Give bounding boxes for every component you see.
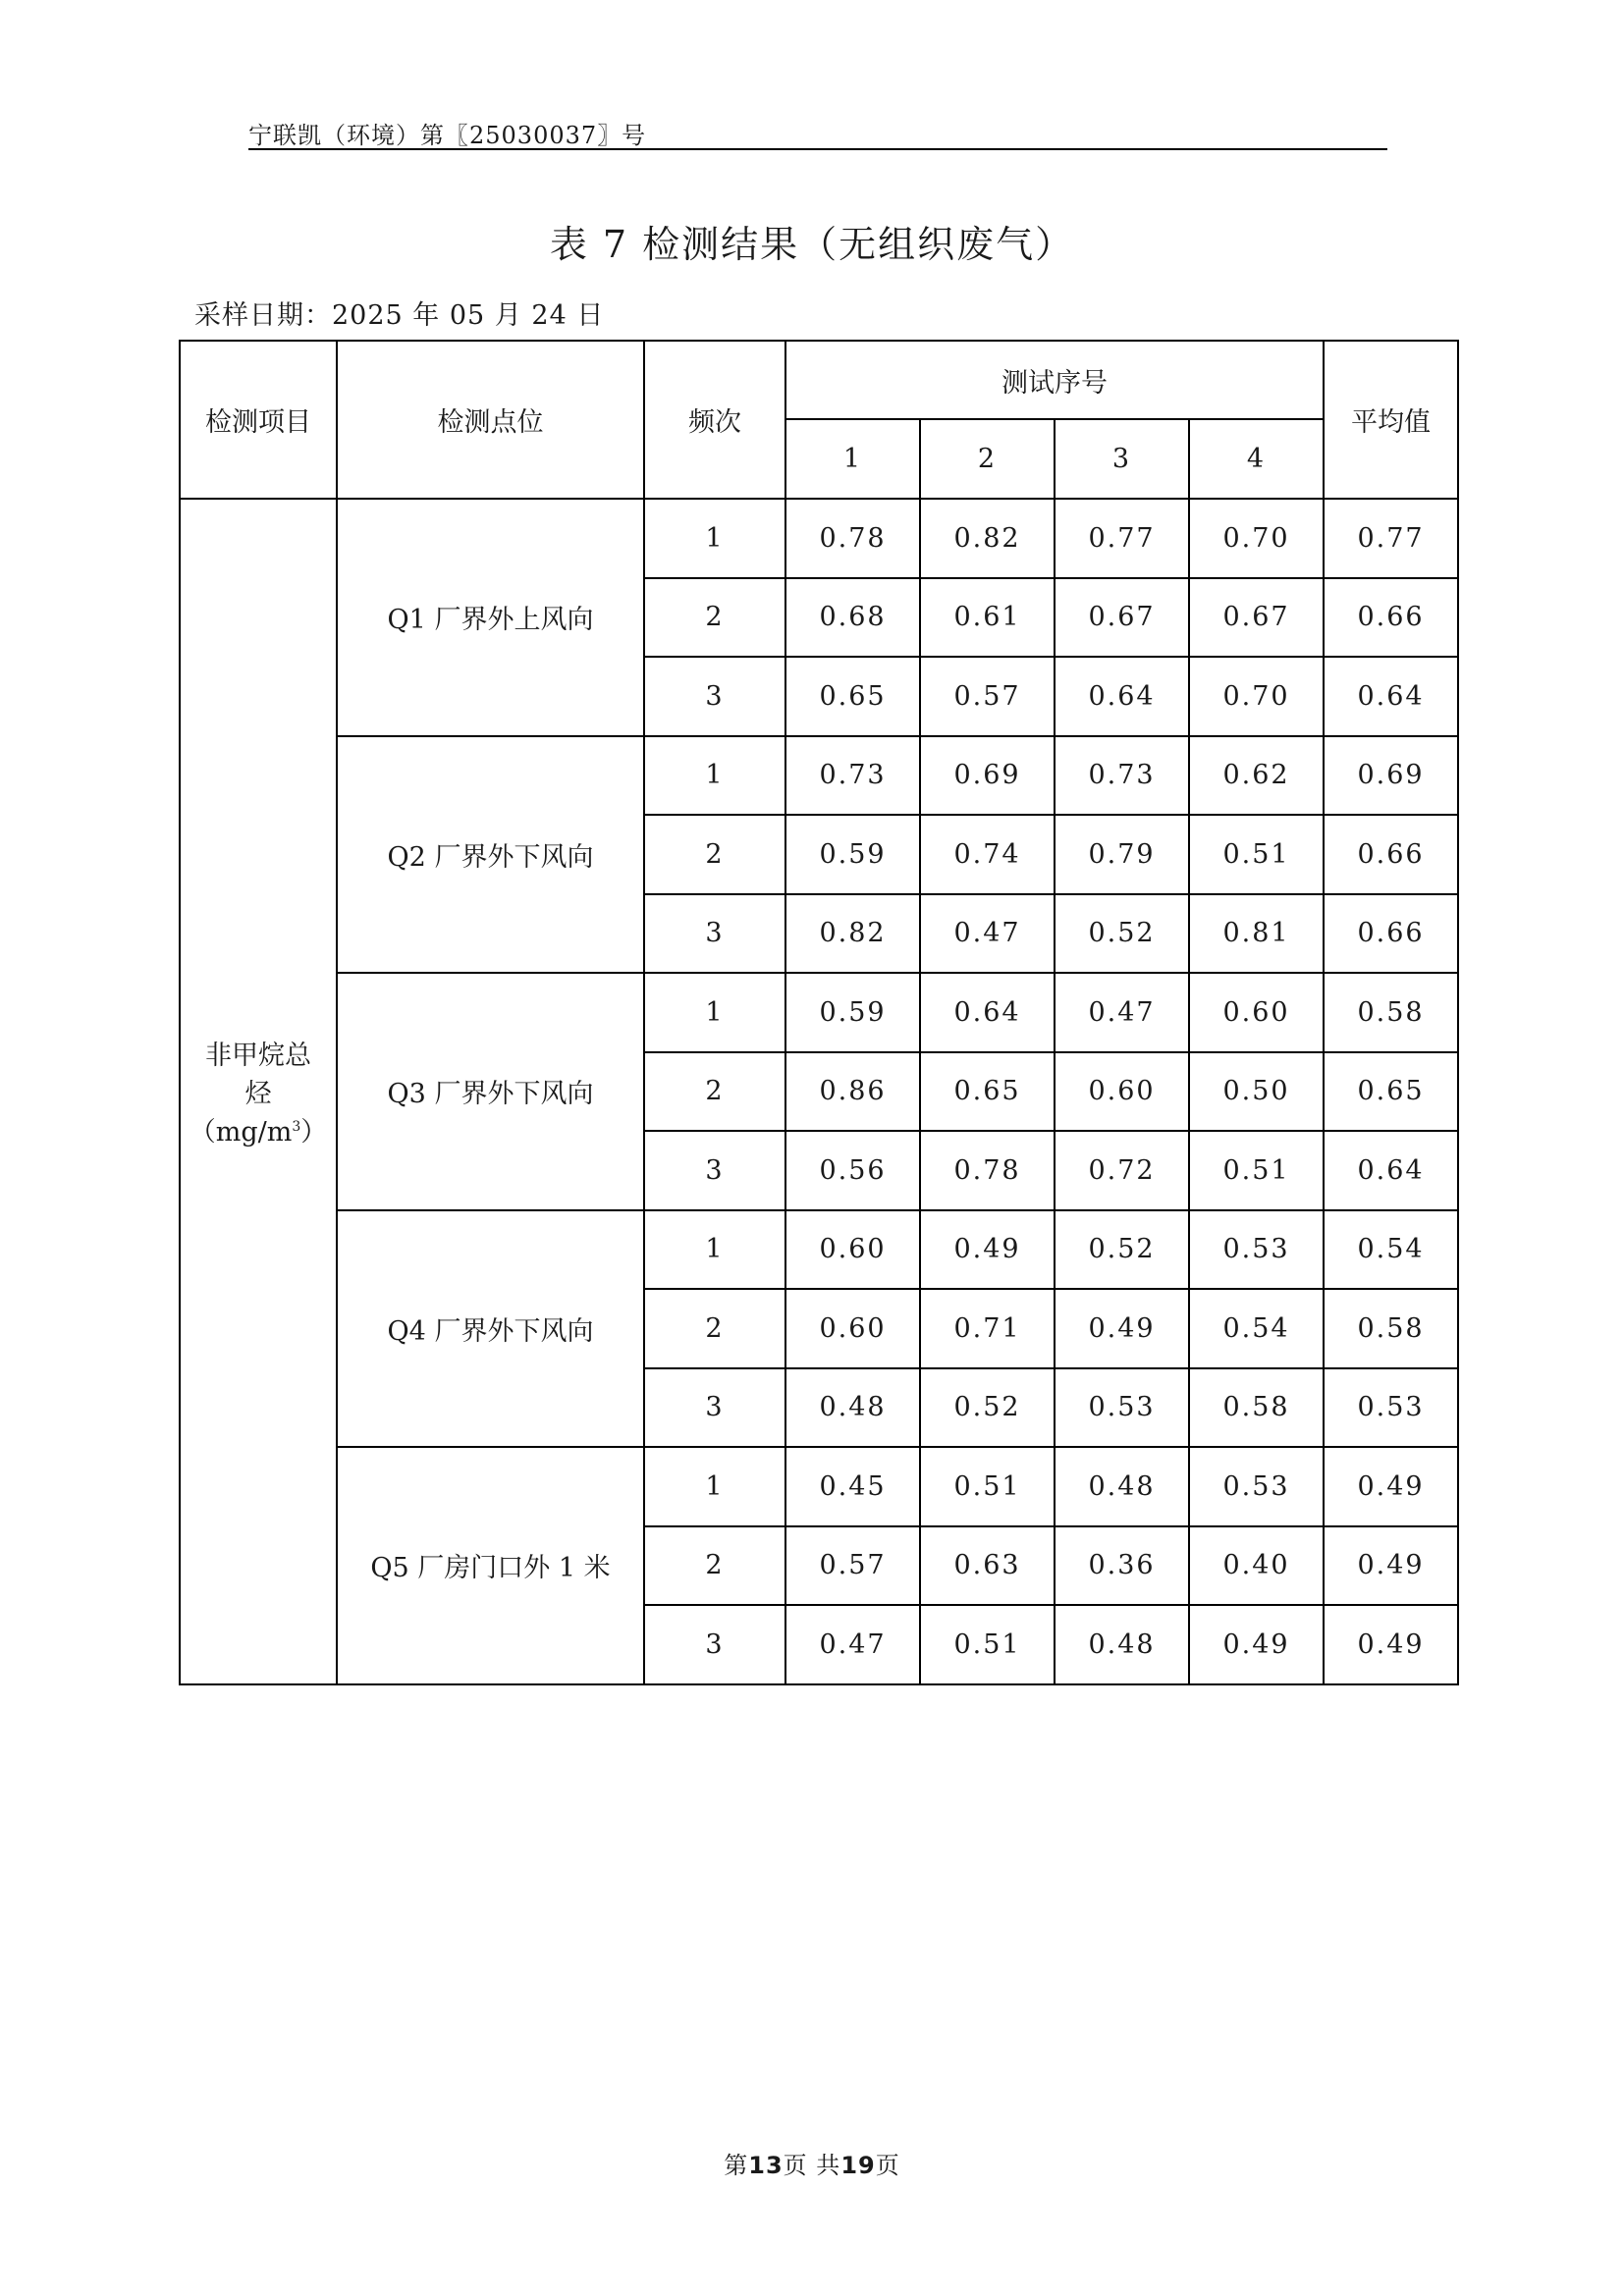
footer-suffix: 页: [875, 2152, 900, 2179]
frequency-cell: 2: [644, 815, 785, 894]
value-cell: 0.51: [1189, 815, 1324, 894]
header-point: 检测点位: [337, 341, 644, 499]
value-cell: 0.47: [1055, 973, 1189, 1052]
value-cell: 0.51: [920, 1447, 1055, 1526]
value-cell: 0.40: [1189, 1526, 1324, 1606]
frequency-cell: 2: [644, 1052, 785, 1132]
average-cell: 0.64: [1324, 1131, 1458, 1210]
value-cell: 0.53: [1055, 1368, 1189, 1448]
average-cell: 0.58: [1324, 1289, 1458, 1368]
header-test-group: 测试序号: [785, 341, 1324, 419]
header-test-3: 3: [1055, 419, 1189, 499]
document-number: 宁联凯（环境）第〖25030037〗号: [248, 122, 647, 149]
value-cell: 0.49: [1189, 1605, 1324, 1684]
frequency-cell: 2: [644, 1289, 785, 1368]
table-row: [180, 1447, 1458, 1526]
value-cell: 0.57: [785, 1526, 920, 1606]
value-cell: 0.79: [1055, 815, 1189, 894]
table-row: [180, 499, 1458, 578]
value-cell: 0.82: [785, 894, 920, 974]
value-cell: 0.48: [1055, 1447, 1189, 1526]
value-cell: 0.52: [1055, 894, 1189, 974]
value-cell: 0.74: [920, 815, 1055, 894]
average-cell: 0.66: [1324, 894, 1458, 974]
average-cell: 0.66: [1324, 815, 1458, 894]
value-cell: 0.67: [1189, 578, 1324, 658]
value-cell: 0.60: [1189, 973, 1324, 1052]
point-cell: Q5 厂房门口外 1 米: [337, 1447, 644, 1684]
value-cell: 0.59: [785, 973, 920, 1052]
value-cell: 0.60: [785, 1210, 920, 1290]
value-cell: 0.56: [785, 1131, 920, 1210]
footer-prefix: 第: [724, 2152, 749, 2179]
average-cell: 0.66: [1324, 578, 1458, 658]
footer-middle: 页 共: [783, 2152, 841, 2179]
value-cell: 0.86: [785, 1052, 920, 1132]
results-body: [180, 499, 1458, 1684]
value-cell: 0.78: [920, 1131, 1055, 1210]
value-cell: 0.47: [785, 1605, 920, 1684]
item-cell: [180, 499, 337, 1684]
value-cell: 0.36: [1055, 1526, 1189, 1606]
value-cell: 0.60: [1055, 1052, 1189, 1132]
average-cell: 0.69: [1324, 736, 1458, 816]
item-name-line1: 非甲烷总: [205, 1041, 311, 1072]
header-average: 平均值: [1324, 341, 1458, 499]
frequency-cell: 1: [644, 973, 785, 1052]
average-cell: 0.49: [1324, 1605, 1458, 1684]
value-cell: 0.81: [1189, 894, 1324, 974]
frequency-cell: 1: [644, 499, 785, 578]
value-cell: 0.73: [1055, 736, 1189, 816]
header-test-1: 1: [785, 419, 920, 499]
frequency-cell: 1: [644, 1447, 785, 1526]
results-table: [179, 340, 1459, 1685]
sample-date: 采样日期：2025 年 05 月 24 日: [194, 300, 605, 331]
point-cell: Q2 厂界外下风向: [337, 736, 644, 974]
point-cell: Q3 厂界外下风向: [337, 973, 644, 1210]
value-cell: 0.60: [785, 1289, 920, 1368]
value-cell: 0.49: [1055, 1289, 1189, 1368]
item-name-line2: 烃: [244, 1079, 272, 1110]
value-cell: 0.61: [920, 578, 1055, 658]
value-cell: 0.51: [1189, 1131, 1324, 1210]
value-cell: 0.59: [785, 815, 920, 894]
value-cell: 0.68: [785, 578, 920, 658]
average-cell: 0.49: [1324, 1526, 1458, 1606]
value-cell: 0.50: [1189, 1052, 1324, 1132]
frequency-cell: 1: [644, 1210, 785, 1290]
value-cell: 0.70: [1189, 657, 1324, 736]
frequency-cell: 3: [644, 657, 785, 736]
frequency-cell: 2: [644, 578, 785, 658]
value-cell: 0.70: [1189, 499, 1324, 578]
value-cell: 0.49: [920, 1210, 1055, 1290]
header-frequency: 频次: [644, 341, 785, 499]
frequency-cell: 1: [644, 736, 785, 816]
value-cell: 0.57: [920, 657, 1055, 736]
frequency-cell: 3: [644, 894, 785, 974]
value-cell: 0.73: [785, 736, 920, 816]
average-cell: 0.64: [1324, 657, 1458, 736]
average-cell: 0.77: [1324, 499, 1458, 578]
table-row: [180, 736, 1458, 816]
value-cell: 0.67: [1055, 578, 1189, 658]
point-cell: Q4 厂界外下风向: [337, 1210, 644, 1448]
value-cell: 0.52: [920, 1368, 1055, 1448]
value-cell: 0.53: [1189, 1447, 1324, 1526]
footer-page-number: 13: [748, 2152, 784, 2179]
average-cell: 0.49: [1324, 1447, 1458, 1526]
footer-total-pages: 19: [840, 2152, 876, 2179]
header-divider: [248, 148, 1387, 150]
frequency-cell: 3: [644, 1131, 785, 1210]
value-cell: 0.54: [1189, 1289, 1324, 1368]
value-cell: 0.64: [920, 973, 1055, 1052]
header-test-4: 4: [1189, 419, 1324, 499]
average-cell: 0.65: [1324, 1052, 1458, 1132]
value-cell: 0.82: [920, 499, 1055, 578]
value-cell: 0.51: [920, 1605, 1055, 1684]
item-unit: $(mg/m^3)$: [189, 1117, 328, 1148]
value-cell: 0.72: [1055, 1131, 1189, 1210]
value-cell: 0.65: [920, 1052, 1055, 1132]
average-cell: 0.58: [1324, 973, 1458, 1052]
header-item: 检测项目: [180, 341, 337, 499]
average-cell: 0.54: [1324, 1210, 1458, 1290]
frequency-cell: 2: [644, 1526, 785, 1606]
value-cell: 0.65: [785, 657, 920, 736]
table-title: 表 7 检测结果（无组织废气）: [549, 223, 1075, 266]
value-cell: 0.77: [1055, 499, 1189, 578]
point-cell: Q1 厂界外上风向: [337, 499, 644, 736]
value-cell: 0.78: [785, 499, 920, 578]
page-footer: [0, 2146, 1624, 2180]
value-cell: 0.69: [920, 736, 1055, 816]
value-cell: 0.62: [1189, 736, 1324, 816]
header-test-2: 2: [920, 419, 1055, 499]
value-cell: 0.63: [920, 1526, 1055, 1606]
value-cell: 0.45: [785, 1447, 920, 1526]
value-cell: 0.52: [1055, 1210, 1189, 1290]
table-row: [180, 1210, 1458, 1290]
value-cell: 0.64: [1055, 657, 1189, 736]
value-cell: 0.71: [920, 1289, 1055, 1368]
value-cell: 0.48: [785, 1368, 920, 1448]
table-row: [180, 973, 1458, 1052]
frequency-cell: 3: [644, 1368, 785, 1448]
value-cell: 0.48: [1055, 1605, 1189, 1684]
average-cell: 0.53: [1324, 1368, 1458, 1448]
value-cell: 0.53: [1189, 1210, 1324, 1290]
value-cell: 0.47: [920, 894, 1055, 974]
value-cell: 0.58: [1189, 1368, 1324, 1448]
frequency-cell: 3: [644, 1605, 785, 1684]
